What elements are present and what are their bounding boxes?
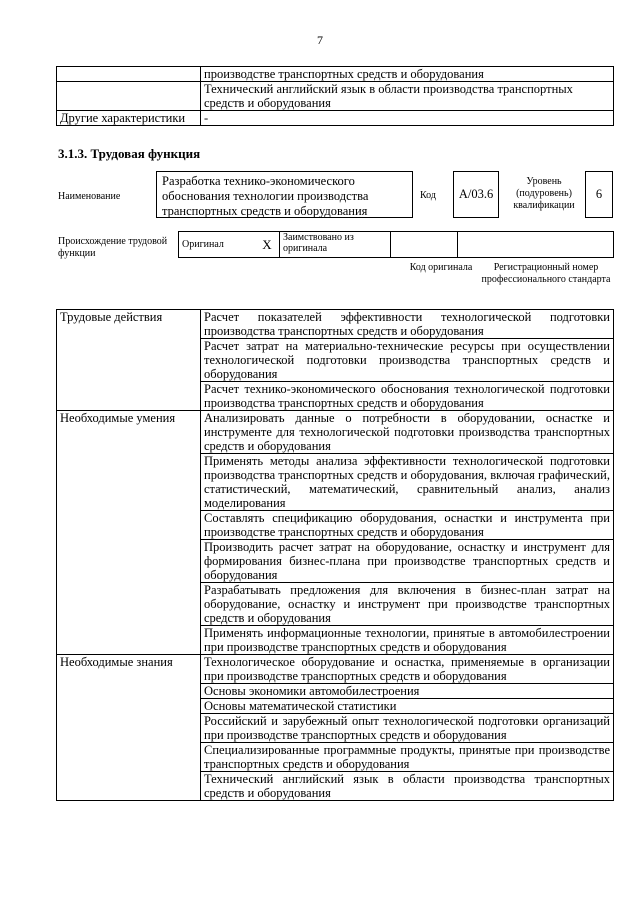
row-text: Технический английский язык в области производства транспортных средств и оборудования (201, 82, 614, 111)
section-label: Необходимые умения (57, 411, 201, 655)
level-value-box: 6 (585, 171, 613, 218)
code-original-cell (391, 232, 458, 258)
original-label: Оригинал (179, 232, 256, 258)
function-name-box: Разработка технико-экономического обоснования технологии производства транспортных средств и оборудования (156, 171, 413, 218)
section-title: 3.1.3. Трудовая функция (58, 146, 201, 161)
row-text: производстве транспортных средств и оборудования (201, 67, 614, 82)
section-label: Трудовые действия (57, 310, 201, 411)
list-item: Составлять спецификацию оборудования, оснастки и инструмента при производстве транспортных средств и оборудования (201, 511, 614, 540)
list-item: Разрабатывать предложения для включения в бизнес-план затрат на оборудование, оснастку и инструмент при производстве транспортных средств и оборудования (201, 583, 614, 626)
table-row (57, 82, 614, 111)
list-item: Производить расчет затрат на оборудование, оснастку и инструмент для формирования бизнес-плана при производстве транспортных средств и оборудования (201, 540, 614, 583)
list-item: Анализировать данные о потребности в оборудовании, оснастке и инструменте для технологической подготовки производства транспортных средств и оборудования (201, 411, 614, 454)
list-item: Специализированные программные продукты, принятые при производстве транспортных средств и оборудования (201, 743, 614, 772)
table-row (57, 67, 614, 82)
list-item: Российский и зарубежный опыт технологической подготовки организаций при производстве транспортных средств и оборудования (201, 714, 614, 743)
table-row (57, 310, 614, 339)
table-row (57, 655, 614, 684)
list-item: Расчет технико-экономического обоснования технологической подготовки производства транспортных средств и оборудования (201, 382, 614, 411)
function-details-table (56, 309, 614, 801)
level-label: Уровень (подуровень) квалификации (513, 176, 575, 211)
reg-number-cell (458, 232, 614, 258)
row-label (57, 67, 201, 82)
continuation-table (56, 66, 614, 126)
list-item: Основы математической статистики (201, 699, 614, 714)
borrowed-label: Заимствовано из оригинала (280, 232, 391, 258)
reg-number-caption: Регистрационный номер профессионального стандарта (481, 262, 611, 285)
table-row (57, 411, 614, 454)
code-original-caption: Код оригинала (409, 262, 473, 273)
list-item: Технический английский язык в области производства транспортных средств и оборудования (201, 772, 614, 801)
origin-table (178, 231, 614, 258)
list-item: Применять информационные технологии, принятые в автомобилестроении при производстве транспортных средств и оборудования (201, 626, 614, 655)
list-item: Основы экономики автомобилестроения (201, 684, 614, 699)
row-label: Другие характеристики (57, 111, 201, 126)
list-item: Расчет затрат на материально-технические ресурсы при осуществлении технологической подготовки производства транспортных средств и оборудования (201, 339, 614, 382)
code-label: Код (420, 190, 436, 201)
list-item: Применять методы анализа эффективности технологической подготовки производства транспортных средств и оборудования, включая графический, статистический, математический, сравнительный анализ, анализ моделирования (201, 454, 614, 511)
table-row (57, 111, 614, 126)
page-number: 7 (317, 33, 323, 47)
name-label: Наименование (58, 191, 121, 202)
origin-label: Происхождение трудовой функции (58, 236, 168, 259)
code-value-box: А/03.6 (453, 171, 499, 218)
row-text: - (201, 111, 614, 126)
list-item: Технологическое оборудование и оснастка, применяемые в организации при производстве транспортных средств и оборудования (201, 655, 614, 684)
row-label (57, 82, 201, 111)
list-item: Расчет показателей эффективности технологической подготовки производства транспортных средств и оборудования (201, 310, 614, 339)
original-mark: X (255, 232, 280, 258)
section-label: Необходимые знания (57, 655, 201, 801)
